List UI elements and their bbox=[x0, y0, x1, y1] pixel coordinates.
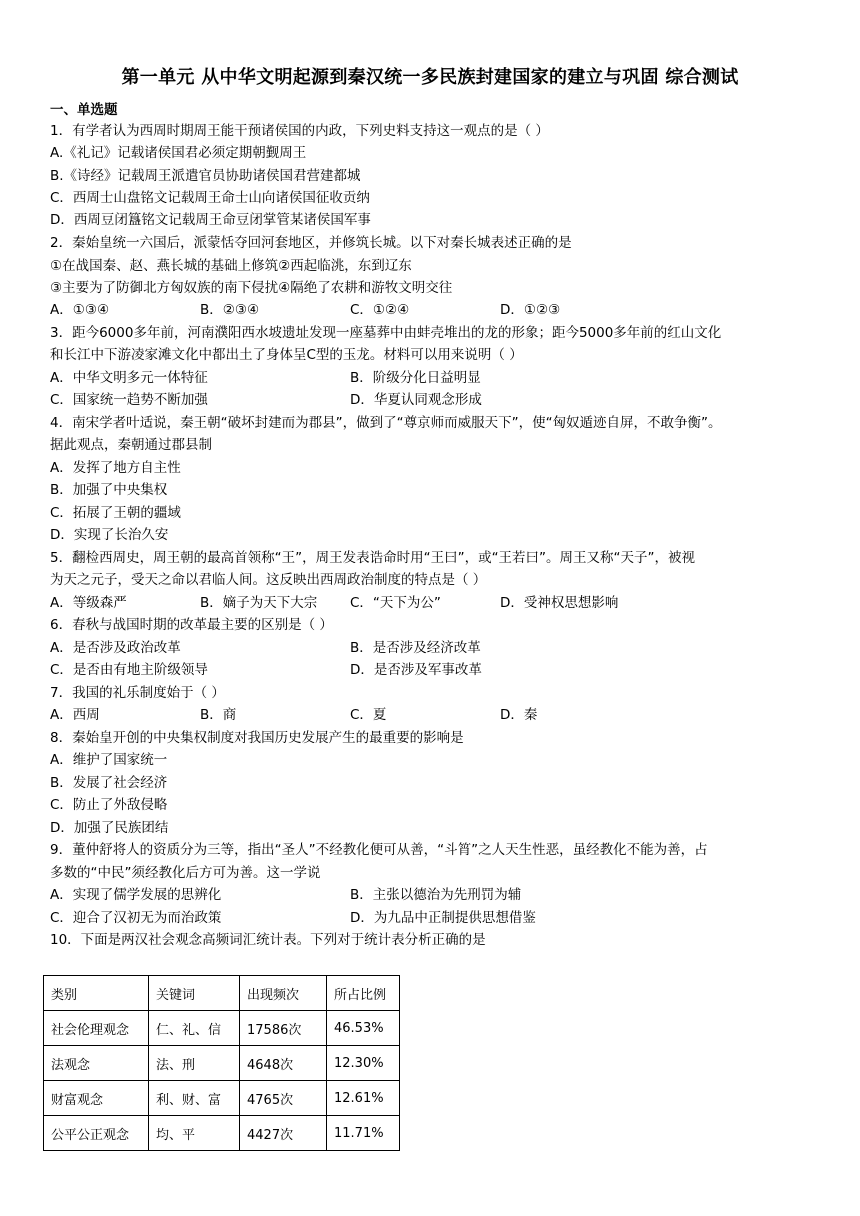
question-6-option-c: C．是否由有地主阶级领导 bbox=[50, 662, 208, 678]
question-8-option-d: D．加强了民族团结 bbox=[50, 820, 169, 836]
question-5-option-a: A．等级森严 bbox=[50, 595, 127, 611]
statistics-table bbox=[43, 975, 400, 1151]
table-cell: 仁、礼、信 bbox=[149, 1011, 240, 1046]
question-8-option-c: C．防止了外敌侵略 bbox=[50, 797, 168, 813]
question-5-stem-line-2: 为天之元子，受天之命以君临人间。这反映出西周政治制度的特点是（ ） bbox=[50, 572, 487, 588]
table-cell: 财富观念 bbox=[44, 1081, 149, 1116]
question-1-option-b: B.《诗经》记载周王派遣官员协助诸侯国君营建都城 bbox=[50, 168, 361, 184]
table-cell: 46.53% bbox=[327, 1011, 400, 1046]
question-6-option-d: D．是否涉及军事改革 bbox=[350, 662, 482, 678]
question-3-stem-line-2: 和长江中下游凌家滩文化中都出土了身体呈C型的玉龙。材料可以用来说明（ ） bbox=[50, 347, 523, 363]
question-3-option-c: C．国家统一趋势不断加强 bbox=[50, 392, 208, 408]
question-3-stem-line-1: 3．距今6000多年前，河南濮阳西水坡遗址发现一座墓葬中由蚌壳堆出的龙的形象；距今5000多年前的红山文化 bbox=[50, 325, 722, 341]
question-3-option-b: B．阶级分化日益明显 bbox=[350, 370, 481, 386]
question-2-option-d: D．①②③ bbox=[500, 302, 561, 318]
section-heading: 一、单选题 bbox=[50, 102, 118, 118]
table-cell: 12.61% bbox=[327, 1081, 400, 1116]
table-row bbox=[44, 1081, 400, 1116]
question-6-option-a: A．是否涉及政治改革 bbox=[50, 640, 181, 656]
table-row bbox=[44, 1011, 400, 1046]
table-header-cell: 关键词 bbox=[149, 976, 240, 1011]
question-4-option-c: C．拓展了王朝的疆域 bbox=[50, 505, 181, 521]
table-header-cell: 出现频次 bbox=[240, 976, 327, 1011]
table-cell: 4427次 bbox=[240, 1116, 327, 1151]
question-7-option-c: C．夏 bbox=[350, 707, 387, 723]
question-1-option-d: D．西周豆闭簋铭文记载周王命豆闭掌管某诸侯国军事 bbox=[50, 212, 371, 228]
question-5-stem-line-1: 5．翻检西周史，周王朝的最高首领称“王”，周王发表诰命时用“王曰”，或“王若曰”。周王又称“天子”，被视 bbox=[50, 550, 696, 566]
table-cell: 11.71% bbox=[327, 1116, 400, 1151]
question-8-option-a: A．维护了国家统一 bbox=[50, 752, 168, 768]
question-7-stem: 7．我国的礼乐制度始于（ ） bbox=[50, 685, 225, 701]
question-9-option-d: D．为九品中正制提供思想借鉴 bbox=[350, 910, 536, 926]
table-cell: 17586次 bbox=[240, 1011, 327, 1046]
question-2-stem: 2．秦始皇统一六国后，派蒙恬夺回河套地区，并修筑长城。以下对秦长城表述正确的是 bbox=[50, 235, 572, 251]
question-1-option-c: C．西周士山盘铭文记载周王命士山向诸侯国征收贡纳 bbox=[50, 190, 370, 206]
page-title: 第一单元 从中华文明起源到秦汉统一多民族封建国家的建立与巩固 综合测试 bbox=[121, 67, 739, 88]
question-6-stem: 6．春秋与战国时期的改革最主要的区别是（ ） bbox=[50, 617, 333, 633]
table-row bbox=[44, 1046, 400, 1081]
table-header-cell: 所占比例 bbox=[327, 976, 400, 1011]
question-2-option-b: B．②③④ bbox=[200, 302, 260, 318]
question-4-option-d: D．实现了长治久安 bbox=[50, 527, 169, 543]
question-9-option-b: B．主张以德治为先刑罚为辅 bbox=[350, 887, 522, 903]
table-cell: 公平公正观念 bbox=[44, 1116, 149, 1151]
table-cell: 4765次 bbox=[240, 1081, 327, 1116]
question-9-option-a: A．实现了儒学发展的思辨化 bbox=[50, 887, 222, 903]
question-7-option-a: A．西周 bbox=[50, 707, 100, 723]
table-cell: 法、刑 bbox=[149, 1046, 240, 1081]
question-1-option-a: A.《礼记》记载诸侯国君必须定期朝觐周王 bbox=[50, 145, 307, 161]
table-cell: 均、平 bbox=[149, 1116, 240, 1151]
question-9-option-c: C．迎合了汉初无为而治政策 bbox=[50, 910, 222, 926]
question-5-option-c: C．“天下为公” bbox=[350, 595, 441, 611]
table-cell: 法观念 bbox=[44, 1046, 149, 1081]
question-7-option-d: D．秦 bbox=[500, 707, 538, 723]
table-header-row bbox=[44, 976, 400, 1011]
question-4-option-a: A．发挥了地方自主性 bbox=[50, 460, 181, 476]
question-7-option-b: B．商 bbox=[200, 707, 237, 723]
question-4-option-b: B．加强了中央集权 bbox=[50, 482, 168, 498]
question-2-statement-2: ③主要为了防御北方匈奴族的南下侵扰④隔绝了农耕和游牧文明交往 bbox=[50, 280, 453, 296]
question-4-stem-line-1: 4．南宋学者叶适说，秦王朝“破坏封建而为郡县”，做到了“尊京师而威服天下”，使“匈奴遁迹自屏，不敢争衡”。 bbox=[50, 415, 722, 431]
question-8-stem: 8．秦始皇开创的中央集权制度对我国历史发展产生的最重要的影响是 bbox=[50, 730, 464, 746]
table-cell: 4648次 bbox=[240, 1046, 327, 1081]
question-10-stem: 10．下面是两汉社会观念高频词汇统计表。下列对于统计表分析正确的是 bbox=[50, 932, 486, 948]
question-5-option-d: D．受神权思想影响 bbox=[500, 595, 619, 611]
question-5-option-b: B．嫡子为天下大宗 bbox=[200, 595, 318, 611]
question-1-stem: 1．有学者认为西周时期周王能干预诸侯国的内政，下列史料支持这一观点的是（ ） bbox=[50, 123, 549, 139]
table-row bbox=[44, 1116, 400, 1151]
table-header-cell: 类别 bbox=[44, 976, 149, 1011]
question-6-option-b: B．是否涉及经济改革 bbox=[350, 640, 481, 656]
question-9-stem-line-1: 9．董仲舒将人的资质分为三等，指出“圣人”不经教化便可从善，“斗筲”之人天生性恶，虽经教化不能为善，占 bbox=[50, 842, 708, 858]
question-3-option-d: D．华夏认同观念形成 bbox=[350, 392, 482, 408]
question-2-option-a: A．①③④ bbox=[50, 302, 110, 318]
question-9-stem-line-2: 多数的“中民”须经教化后方可为善。这一学说 bbox=[50, 865, 321, 881]
table-cell: 社会伦理观念 bbox=[44, 1011, 149, 1046]
question-4-stem-line-2: 据此观点，秦朝通过郡县制 bbox=[50, 437, 212, 453]
question-2-option-c: C．①②④ bbox=[350, 302, 410, 318]
table-cell: 12.30% bbox=[327, 1046, 400, 1081]
question-8-option-b: B．发展了社会经济 bbox=[50, 775, 168, 791]
table-cell: 利、财、富 bbox=[149, 1081, 240, 1116]
question-2-statement-1: ①在战国秦、赵、燕长城的基础上修筑②西起临洮，东到辽东 bbox=[50, 258, 412, 274]
question-3-option-a: A．中华文明多元一体特征 bbox=[50, 370, 208, 386]
